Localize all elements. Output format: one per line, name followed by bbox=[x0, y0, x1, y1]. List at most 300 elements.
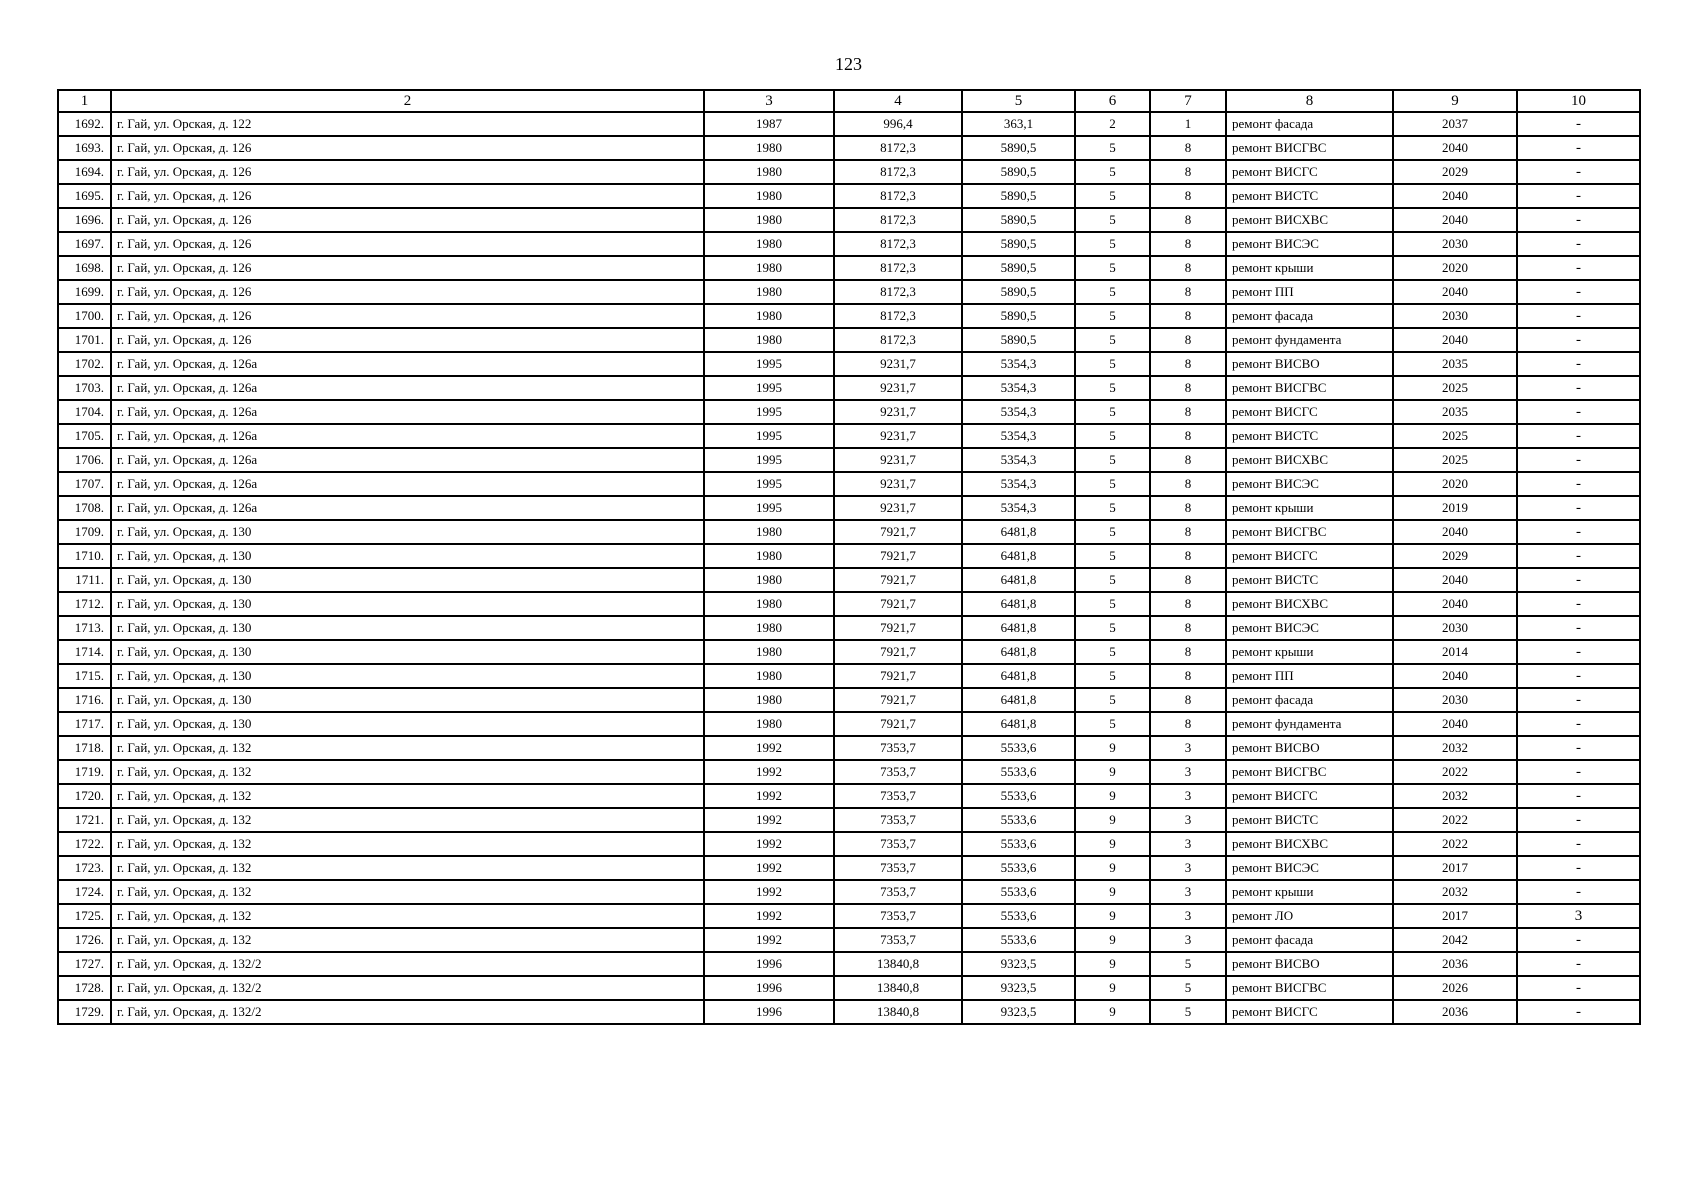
cell-row-number: 1695. bbox=[58, 184, 111, 208]
cell-address: г. Гай, ул. Орская, д. 132 bbox=[111, 760, 704, 784]
cell-living-area: 5533,6 bbox=[962, 784, 1075, 808]
cell-planned-year: 2036 bbox=[1393, 952, 1517, 976]
cell-total-area: 7353,7 bbox=[834, 880, 962, 904]
cell-work-type: ремонт фундамента bbox=[1226, 328, 1393, 352]
cell-row-number: 1702. bbox=[58, 352, 111, 376]
cell-floors-count: 5 bbox=[1075, 448, 1150, 472]
cell-address: г. Гай, ул. Орская, д. 132 bbox=[111, 904, 704, 928]
cell-living-area: 5354,3 bbox=[962, 376, 1075, 400]
cell-planned-year: 2025 bbox=[1393, 424, 1517, 448]
cell-work-type: ремонт ВИСТС bbox=[1226, 808, 1393, 832]
cell-total-area: 7353,7 bbox=[834, 784, 962, 808]
cell-note: - bbox=[1517, 304, 1640, 328]
cell-floors-count: 5 bbox=[1075, 424, 1150, 448]
cell-floors-count: 5 bbox=[1075, 376, 1150, 400]
cell-planned-year: 2040 bbox=[1393, 328, 1517, 352]
cell-work-type: ремонт ВИСЭС bbox=[1226, 856, 1393, 880]
table-body bbox=[58, 112, 1640, 1024]
cell-floors-count: 5 bbox=[1075, 304, 1150, 328]
cell-year-built: 1987 bbox=[704, 112, 834, 136]
cell-living-area: 5354,3 bbox=[962, 472, 1075, 496]
cell-living-area: 5533,6 bbox=[962, 904, 1075, 928]
cell-planned-year: 2030 bbox=[1393, 688, 1517, 712]
cell-entrances-count: 8 bbox=[1150, 208, 1226, 232]
cell-living-area: 5890,5 bbox=[962, 184, 1075, 208]
cell-row-number: 1698. bbox=[58, 256, 111, 280]
cell-living-area: 5890,5 bbox=[962, 160, 1075, 184]
cell-living-area: 5354,3 bbox=[962, 448, 1075, 472]
cell-row-number: 1720. bbox=[58, 784, 111, 808]
cell-address: г. Гай, ул. Орская, д. 132 bbox=[111, 928, 704, 952]
cell-entrances-count: 8 bbox=[1150, 328, 1226, 352]
cell-address: г. Гай, ул. Орская, д. 130 bbox=[111, 592, 704, 616]
cell-row-number: 1728. bbox=[58, 976, 111, 1000]
cell-work-type: ремонт крыши bbox=[1226, 256, 1393, 280]
cell-total-area: 8172,3 bbox=[834, 160, 962, 184]
cell-floors-count: 9 bbox=[1075, 856, 1150, 880]
cell-row-number: 1708. bbox=[58, 496, 111, 520]
cell-row-number: 1716. bbox=[58, 688, 111, 712]
cell-row-number: 1700. bbox=[58, 304, 111, 328]
cell-planned-year: 2037 bbox=[1393, 112, 1517, 136]
header-row bbox=[58, 90, 1640, 112]
cell-planned-year: 2042 bbox=[1393, 928, 1517, 952]
cell-floors-count: 5 bbox=[1075, 712, 1150, 736]
cell-address: г. Гай, ул. Орская, д. 130 bbox=[111, 544, 704, 568]
cell-address: г. Гай, ул. Орская, д. 132/2 bbox=[111, 1000, 704, 1024]
cell-work-type: ремонт ВИСХВС bbox=[1226, 208, 1393, 232]
cell-note: - bbox=[1517, 1000, 1640, 1024]
cell-address: г. Гай, ул. Орская, д. 126а bbox=[111, 472, 704, 496]
table-row bbox=[58, 1000, 1640, 1024]
cell-entrances-count: 8 bbox=[1150, 496, 1226, 520]
table-row bbox=[58, 616, 1640, 640]
cell-planned-year: 2019 bbox=[1393, 496, 1517, 520]
cell-entrances-count: 8 bbox=[1150, 568, 1226, 592]
cell-work-type: ремонт ВИСГВС bbox=[1226, 520, 1393, 544]
table-row bbox=[58, 472, 1640, 496]
column-header: 8 bbox=[1226, 90, 1393, 112]
cell-work-type: ремонт ПП bbox=[1226, 280, 1393, 304]
cell-living-area: 5354,3 bbox=[962, 424, 1075, 448]
column-header: 9 bbox=[1393, 90, 1517, 112]
cell-year-built: 1980 bbox=[704, 520, 834, 544]
cell-address: г. Гай, ул. Орская, д. 126а bbox=[111, 400, 704, 424]
cell-total-area: 7353,7 bbox=[834, 736, 962, 760]
cell-work-type: ремонт крыши bbox=[1226, 496, 1393, 520]
cell-entrances-count: 8 bbox=[1150, 640, 1226, 664]
cell-work-type: ремонт ВИСГВС bbox=[1226, 976, 1393, 1000]
cell-planned-year: 2032 bbox=[1393, 736, 1517, 760]
cell-address: г. Гай, ул. Орская, д. 126 bbox=[111, 256, 704, 280]
cell-entrances-count: 8 bbox=[1150, 712, 1226, 736]
cell-entrances-count: 8 bbox=[1150, 520, 1226, 544]
cell-total-area: 13840,8 bbox=[834, 976, 962, 1000]
table-row bbox=[58, 760, 1640, 784]
cell-note: - bbox=[1517, 688, 1640, 712]
cell-entrances-count: 3 bbox=[1150, 832, 1226, 856]
table-row bbox=[58, 136, 1640, 160]
cell-note: - bbox=[1517, 280, 1640, 304]
cell-entrances-count: 8 bbox=[1150, 664, 1226, 688]
cell-floors-count: 9 bbox=[1075, 832, 1150, 856]
cell-work-type: ремонт ВИСХВС bbox=[1226, 832, 1393, 856]
cell-floors-count: 5 bbox=[1075, 352, 1150, 376]
cell-living-area: 5890,5 bbox=[962, 328, 1075, 352]
cell-living-area: 6481,8 bbox=[962, 592, 1075, 616]
cell-floors-count: 9 bbox=[1075, 808, 1150, 832]
cell-year-built: 1980 bbox=[704, 592, 834, 616]
cell-total-area: 8172,3 bbox=[834, 184, 962, 208]
cell-total-area: 7353,7 bbox=[834, 760, 962, 784]
cell-planned-year: 2040 bbox=[1393, 664, 1517, 688]
cell-note: - bbox=[1517, 808, 1640, 832]
cell-year-built: 1980 bbox=[704, 160, 834, 184]
cell-note: - bbox=[1517, 112, 1640, 136]
cell-floors-count: 5 bbox=[1075, 568, 1150, 592]
cell-planned-year: 2040 bbox=[1393, 136, 1517, 160]
table-row bbox=[58, 568, 1640, 592]
cell-living-area: 5533,6 bbox=[962, 856, 1075, 880]
cell-address: г. Гай, ул. Орская, д. 126а bbox=[111, 448, 704, 472]
cell-note: - bbox=[1517, 928, 1640, 952]
cell-note: - bbox=[1517, 472, 1640, 496]
cell-living-area: 6481,8 bbox=[962, 544, 1075, 568]
cell-total-area: 8172,3 bbox=[834, 304, 962, 328]
cell-row-number: 1712. bbox=[58, 592, 111, 616]
cell-floors-count: 5 bbox=[1075, 520, 1150, 544]
cell-address: г. Гай, ул. Орская, д. 126а bbox=[111, 496, 704, 520]
cell-floors-count: 9 bbox=[1075, 760, 1150, 784]
cell-floors-count: 9 bbox=[1075, 1000, 1150, 1024]
cell-entrances-count: 8 bbox=[1150, 544, 1226, 568]
cell-note: - bbox=[1517, 736, 1640, 760]
cell-year-built: 1980 bbox=[704, 712, 834, 736]
cell-planned-year: 2022 bbox=[1393, 808, 1517, 832]
cell-address: г. Гай, ул. Орская, д. 132 bbox=[111, 880, 704, 904]
cell-entrances-count: 8 bbox=[1150, 616, 1226, 640]
cell-work-type: ремонт ВИСТС bbox=[1226, 184, 1393, 208]
cell-planned-year: 2014 bbox=[1393, 640, 1517, 664]
cell-note: - bbox=[1517, 448, 1640, 472]
cell-living-area: 5890,5 bbox=[962, 256, 1075, 280]
cell-address: г. Гай, ул. Орская, д. 130 bbox=[111, 616, 704, 640]
cell-entrances-count: 3 bbox=[1150, 760, 1226, 784]
cell-year-built: 1992 bbox=[704, 832, 834, 856]
cell-living-area: 5354,3 bbox=[962, 400, 1075, 424]
cell-planned-year: 2040 bbox=[1393, 712, 1517, 736]
cell-entrances-count: 8 bbox=[1150, 280, 1226, 304]
cell-work-type: ремонт ВИСГС bbox=[1226, 1000, 1393, 1024]
cell-work-type: ремонт крыши bbox=[1226, 640, 1393, 664]
table-row bbox=[58, 544, 1640, 568]
table-row bbox=[58, 952, 1640, 976]
cell-note: - bbox=[1517, 232, 1640, 256]
cell-living-area: 5890,5 bbox=[962, 136, 1075, 160]
cell-note: - bbox=[1517, 328, 1640, 352]
table-row bbox=[58, 352, 1640, 376]
cell-total-area: 8172,3 bbox=[834, 280, 962, 304]
cell-row-number: 1707. bbox=[58, 472, 111, 496]
cell-living-area: 6481,8 bbox=[962, 520, 1075, 544]
cell-row-number: 1715. bbox=[58, 664, 111, 688]
cell-year-built: 1980 bbox=[704, 256, 834, 280]
cell-row-number: 1696. bbox=[58, 208, 111, 232]
cell-note: - bbox=[1517, 592, 1640, 616]
cell-work-type: ремонт ВИСХВС bbox=[1226, 592, 1393, 616]
cell-row-number: 1714. bbox=[58, 640, 111, 664]
cell-address: г. Гай, ул. Орская, д. 130 bbox=[111, 664, 704, 688]
cell-floors-count: 5 bbox=[1075, 688, 1150, 712]
cell-address: г. Гай, ул. Орская, д. 132/2 bbox=[111, 952, 704, 976]
cell-planned-year: 2040 bbox=[1393, 520, 1517, 544]
cell-total-area: 7921,7 bbox=[834, 616, 962, 640]
cell-floors-count: 5 bbox=[1075, 136, 1150, 160]
cell-planned-year: 2030 bbox=[1393, 304, 1517, 328]
cell-note: - bbox=[1517, 784, 1640, 808]
table-row bbox=[58, 856, 1640, 880]
cell-entrances-count: 8 bbox=[1150, 448, 1226, 472]
cell-work-type: ремонт ВИСГВС bbox=[1226, 760, 1393, 784]
cell-living-area: 5890,5 bbox=[962, 280, 1075, 304]
cell-entrances-count: 3 bbox=[1150, 808, 1226, 832]
cell-planned-year: 2035 bbox=[1393, 400, 1517, 424]
cell-floors-count: 9 bbox=[1075, 736, 1150, 760]
cell-year-built: 1992 bbox=[704, 856, 834, 880]
cell-entrances-count: 3 bbox=[1150, 784, 1226, 808]
cell-year-built: 1992 bbox=[704, 928, 834, 952]
table-row bbox=[58, 112, 1640, 136]
cell-living-area: 5890,5 bbox=[962, 232, 1075, 256]
cell-row-number: 1710. bbox=[58, 544, 111, 568]
cell-living-area: 9323,5 bbox=[962, 976, 1075, 1000]
cell-entrances-count: 8 bbox=[1150, 160, 1226, 184]
cell-living-area: 5533,6 bbox=[962, 736, 1075, 760]
table-row bbox=[58, 160, 1640, 184]
cell-living-area: 9323,5 bbox=[962, 1000, 1075, 1024]
cell-total-area: 7353,7 bbox=[834, 928, 962, 952]
cell-address: г. Гай, ул. Орская, д. 130 bbox=[111, 712, 704, 736]
cell-note: - bbox=[1517, 952, 1640, 976]
table-row bbox=[58, 664, 1640, 688]
cell-address: г. Гай, ул. Орская, д. 130 bbox=[111, 688, 704, 712]
cell-year-built: 1980 bbox=[704, 544, 834, 568]
cell-total-area: 7921,7 bbox=[834, 664, 962, 688]
cell-work-type: ремонт ВИСВО bbox=[1226, 736, 1393, 760]
cell-living-area: 5533,6 bbox=[962, 928, 1075, 952]
cell-total-area: 8172,3 bbox=[834, 256, 962, 280]
cell-floors-count: 9 bbox=[1075, 880, 1150, 904]
table-row bbox=[58, 520, 1640, 544]
cell-floors-count: 5 bbox=[1075, 328, 1150, 352]
cell-address: г. Гай, ул. Орская, д. 126а bbox=[111, 352, 704, 376]
cell-address: г. Гай, ул. Орская, д. 130 bbox=[111, 568, 704, 592]
cell-total-area: 8172,3 bbox=[834, 232, 962, 256]
cell-total-area: 9231,7 bbox=[834, 496, 962, 520]
cell-planned-year: 2036 bbox=[1393, 1000, 1517, 1024]
cell-planned-year: 2032 bbox=[1393, 784, 1517, 808]
cell-row-number: 1701. bbox=[58, 328, 111, 352]
cell-address: г. Гай, ул. Орская, д. 126 bbox=[111, 304, 704, 328]
cell-total-area: 13840,8 bbox=[834, 952, 962, 976]
cell-total-area: 9231,7 bbox=[834, 424, 962, 448]
cell-work-type: ремонт фасада bbox=[1226, 304, 1393, 328]
column-header: 7 bbox=[1150, 90, 1226, 112]
cell-row-number: 1721. bbox=[58, 808, 111, 832]
cell-address: г. Гай, ул. Орская, д. 126 bbox=[111, 328, 704, 352]
cell-planned-year: 2022 bbox=[1393, 832, 1517, 856]
cell-total-area: 7353,7 bbox=[834, 904, 962, 928]
cell-floors-count: 5 bbox=[1075, 400, 1150, 424]
cell-floors-count: 9 bbox=[1075, 976, 1150, 1000]
cell-address: г. Гай, ул. Орская, д. 126а bbox=[111, 424, 704, 448]
cell-address: г. Гай, ул. Орская, д. 126а bbox=[111, 376, 704, 400]
cell-work-type: ремонт ВИСТС bbox=[1226, 424, 1393, 448]
page-number: 123 bbox=[835, 54, 862, 74]
cell-entrances-count: 8 bbox=[1150, 352, 1226, 376]
cell-note: - bbox=[1517, 400, 1640, 424]
cell-floors-count: 5 bbox=[1075, 664, 1150, 688]
table-row bbox=[58, 592, 1640, 616]
cell-work-type: ремонт крыши bbox=[1226, 880, 1393, 904]
cell-floors-count: 5 bbox=[1075, 616, 1150, 640]
cell-note: - bbox=[1517, 880, 1640, 904]
cell-note: - bbox=[1517, 568, 1640, 592]
cell-work-type: ремонт ВИСЭС bbox=[1226, 232, 1393, 256]
cell-work-type: ремонт ВИСХВС bbox=[1226, 448, 1393, 472]
cell-row-number: 1711. bbox=[58, 568, 111, 592]
cell-total-area: 996,4 bbox=[834, 112, 962, 136]
cell-work-type: ремонт фасада bbox=[1226, 688, 1393, 712]
cell-floors-count: 5 bbox=[1075, 496, 1150, 520]
table-row bbox=[58, 376, 1640, 400]
cell-year-built: 1995 bbox=[704, 376, 834, 400]
cell-living-area: 9323,5 bbox=[962, 952, 1075, 976]
cell-floors-count: 5 bbox=[1075, 472, 1150, 496]
cell-address: г. Гай, ул. Орская, д. 132 bbox=[111, 784, 704, 808]
cell-total-area: 9231,7 bbox=[834, 448, 962, 472]
cell-address: г. Гай, ул. Орская, д. 130 bbox=[111, 520, 704, 544]
cell-total-area: 7921,7 bbox=[834, 592, 962, 616]
cell-floors-count: 5 bbox=[1075, 256, 1150, 280]
cell-floors-count: 5 bbox=[1075, 184, 1150, 208]
cell-row-number: 1706. bbox=[58, 448, 111, 472]
cell-entrances-count: 8 bbox=[1150, 472, 1226, 496]
cell-entrances-count: 5 bbox=[1150, 952, 1226, 976]
cell-work-type: ремонт ВИСВО bbox=[1226, 352, 1393, 376]
table-row bbox=[58, 208, 1640, 232]
cell-total-area: 9231,7 bbox=[834, 472, 962, 496]
cell-total-area: 7921,7 bbox=[834, 568, 962, 592]
cell-floors-count: 5 bbox=[1075, 544, 1150, 568]
cell-entrances-count: 8 bbox=[1150, 592, 1226, 616]
table-row bbox=[58, 928, 1640, 952]
cell-floors-count: 9 bbox=[1075, 784, 1150, 808]
table-row bbox=[58, 424, 1640, 448]
table-row bbox=[58, 832, 1640, 856]
table-row bbox=[58, 880, 1640, 904]
cell-year-built: 1992 bbox=[704, 808, 834, 832]
cell-note: - bbox=[1517, 712, 1640, 736]
cell-floors-count: 5 bbox=[1075, 232, 1150, 256]
cell-planned-year: 2020 bbox=[1393, 256, 1517, 280]
cell-floors-count: 5 bbox=[1075, 640, 1150, 664]
cell-planned-year: 2029 bbox=[1393, 160, 1517, 184]
cell-planned-year: 2025 bbox=[1393, 376, 1517, 400]
cell-work-type: ремонт фасада bbox=[1226, 112, 1393, 136]
cell-living-area: 6481,8 bbox=[962, 616, 1075, 640]
column-header: 3 bbox=[704, 90, 834, 112]
cell-living-area: 5890,5 bbox=[962, 304, 1075, 328]
cell-planned-year: 2030 bbox=[1393, 232, 1517, 256]
cell-row-number: 1718. bbox=[58, 736, 111, 760]
cell-planned-year: 2017 bbox=[1393, 856, 1517, 880]
cell-row-number: 1722. bbox=[58, 832, 111, 856]
cell-planned-year: 2035 bbox=[1393, 352, 1517, 376]
cell-planned-year: 2032 bbox=[1393, 880, 1517, 904]
cell-entrances-count: 8 bbox=[1150, 232, 1226, 256]
cell-year-built: 1995 bbox=[704, 424, 834, 448]
table-row bbox=[58, 304, 1640, 328]
cell-note: - bbox=[1517, 664, 1640, 688]
column-header: 10 bbox=[1517, 90, 1640, 112]
cell-note: - bbox=[1517, 832, 1640, 856]
cell-planned-year: 2040 bbox=[1393, 568, 1517, 592]
column-header: 4 bbox=[834, 90, 962, 112]
cell-work-type: ремонт ЛО bbox=[1226, 904, 1393, 928]
cell-planned-year: 2040 bbox=[1393, 280, 1517, 304]
cell-entrances-count: 3 bbox=[1150, 880, 1226, 904]
cell-row-number: 1725. bbox=[58, 904, 111, 928]
cell-work-type: ремонт ВИСГС bbox=[1226, 784, 1393, 808]
column-header: 5 bbox=[962, 90, 1075, 112]
cell-floors-count: 9 bbox=[1075, 904, 1150, 928]
cell-note: - bbox=[1517, 520, 1640, 544]
cell-address: г. Гай, ул. Орская, д. 132/2 bbox=[111, 976, 704, 1000]
table-row bbox=[58, 688, 1640, 712]
cell-row-number: 1726. bbox=[58, 928, 111, 952]
cell-total-area: 7921,7 bbox=[834, 688, 962, 712]
cell-year-built: 1995 bbox=[704, 448, 834, 472]
cell-work-type: ремонт ВИСГС bbox=[1226, 544, 1393, 568]
cell-planned-year: 2030 bbox=[1393, 616, 1517, 640]
cell-work-type: ремонт ВИСЭС bbox=[1226, 616, 1393, 640]
table-row bbox=[58, 712, 1640, 736]
cell-planned-year: 2020 bbox=[1393, 472, 1517, 496]
column-header: 2 bbox=[111, 90, 704, 112]
cell-address: г. Гай, ул. Орская, д. 132 bbox=[111, 856, 704, 880]
cell-entrances-count: 3 bbox=[1150, 736, 1226, 760]
cell-work-type: ремонт ВИСГС bbox=[1226, 400, 1393, 424]
table-row bbox=[58, 808, 1640, 832]
cell-note: - bbox=[1517, 256, 1640, 280]
table-row bbox=[58, 496, 1640, 520]
cell-work-type: ремонт ВИСГВС bbox=[1226, 136, 1393, 160]
cell-total-area: 9231,7 bbox=[834, 400, 962, 424]
cell-entrances-count: 8 bbox=[1150, 136, 1226, 160]
cell-living-area: 5533,6 bbox=[962, 808, 1075, 832]
cell-total-area: 7921,7 bbox=[834, 640, 962, 664]
cell-floors-count: 9 bbox=[1075, 952, 1150, 976]
cell-floors-count: 5 bbox=[1075, 208, 1150, 232]
cell-address: г. Гай, ул. Орская, д. 126 bbox=[111, 160, 704, 184]
cell-year-built: 1996 bbox=[704, 952, 834, 976]
cell-living-area: 363,1 bbox=[962, 112, 1075, 136]
cell-living-area: 5890,5 bbox=[962, 208, 1075, 232]
cell-note: - bbox=[1517, 544, 1640, 568]
cell-row-number: 1705. bbox=[58, 424, 111, 448]
table-row bbox=[58, 448, 1640, 472]
